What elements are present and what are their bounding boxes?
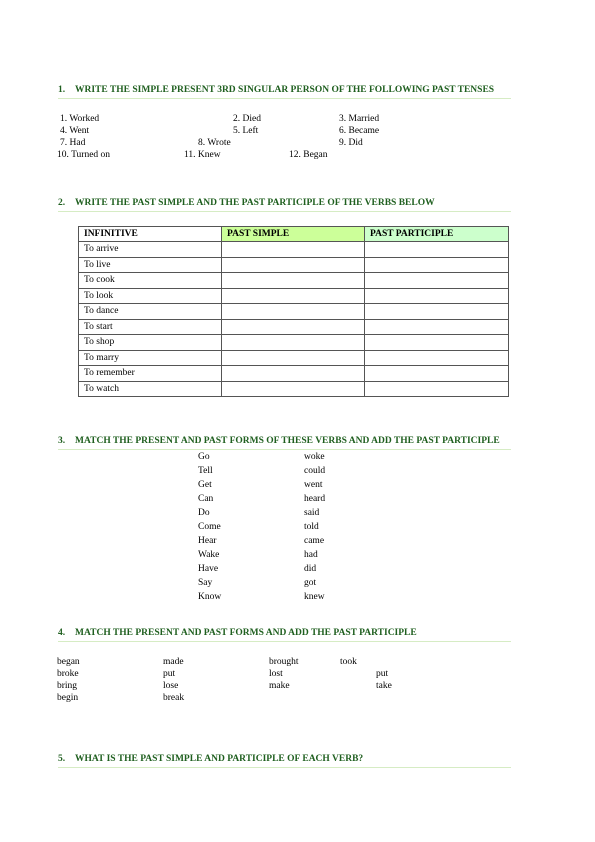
table-row [79, 381, 509, 397]
ex1-item: 5. Left [233, 126, 259, 136]
past-verb: woke [304, 452, 325, 462]
verb-word: bring [57, 681, 78, 691]
past-verb: did [304, 564, 317, 574]
infinitive-cell: To shop [79, 335, 222, 351]
present-verb: Do [198, 508, 210, 518]
verb-word: took [340, 657, 357, 667]
verbs-table [78, 226, 509, 397]
past-verb: could [304, 466, 326, 476]
infinitive-cell: To cook [79, 273, 222, 289]
past-simple-answer-cell[interactable] [222, 335, 365, 351]
table-row [79, 273, 509, 289]
past-simple-answer-cell[interactable] [222, 304, 365, 320]
table-row [79, 335, 509, 351]
past-participle-answer-cell[interactable] [365, 350, 509, 366]
section-1-heading: 1. WRITE THE SIMPLE PRESENT 3RD SINGULAR PERSON OF THE FOLLOWING PAST TENSES [58, 85, 495, 95]
table-row [79, 304, 509, 320]
infinitive-cell: To look [79, 288, 222, 304]
present-verb: Say [198, 578, 213, 588]
past-simple-answer-cell[interactable] [222, 242, 365, 258]
infinitive-cell: To live [79, 257, 222, 273]
section-5-heading: 5. WHAT IS THE PAST SIMPLE AND PARTICIPLE OF EACH VERB? [58, 754, 364, 764]
past-participle-answer-cell[interactable] [365, 366, 509, 382]
verb-word: began [57, 657, 80, 667]
ex1-item: 6. Became [339, 126, 380, 136]
section-4-heading: 4. MATCH THE PRESENT AND PAST FORMS AND ADD THE PAST PARTICIPLE [58, 628, 417, 638]
past-participle-answer-cell[interactable] [365, 242, 509, 258]
verb-word: begin [57, 693, 79, 703]
ex1-item: 12. Began [289, 150, 328, 160]
past-participle-answer-cell[interactable] [365, 335, 509, 351]
present-verb: Tell [198, 466, 213, 476]
verb-word: brought [269, 657, 299, 667]
present-verb: Have [198, 564, 219, 574]
table-row [79, 366, 509, 382]
header-past-participle: PAST PARTICIPLE [365, 227, 509, 242]
present-verb: Go [198, 452, 210, 462]
verb-word: take [376, 681, 392, 691]
ex1-item: 8. Wrote [198, 138, 231, 148]
table-row [79, 288, 509, 304]
table-row [79, 242, 509, 258]
header-past-simple: PAST SIMPLE [222, 227, 365, 242]
present-verb: Can [198, 494, 214, 504]
past-verb: said [304, 508, 320, 518]
past-simple-answer-cell[interactable] [222, 381, 365, 397]
table-row [79, 257, 509, 273]
header-infinitive: INFINITIVE [79, 227, 222, 242]
present-verb: Get [198, 480, 212, 490]
past-participle-answer-cell[interactable] [365, 273, 509, 289]
section-5-rule [58, 767, 511, 768]
infinitive-cell: To dance [79, 304, 222, 320]
infinitive-cell: To marry [79, 350, 222, 366]
section-1-rule [58, 98, 511, 99]
past-simple-answer-cell[interactable] [222, 273, 365, 289]
section-3-heading: 3. MATCH THE PRESENT AND PAST FORMS OF THESE VERBS AND ADD THE PAST PARTICIPLE [58, 436, 500, 446]
ex1-item: 1. Worked [60, 114, 100, 124]
past-participle-answer-cell[interactable] [365, 319, 509, 335]
section-2-rule [58, 211, 511, 212]
verb-word: lose [163, 681, 179, 691]
past-participle-answer-cell[interactable] [365, 288, 509, 304]
past-simple-answer-cell[interactable] [222, 288, 365, 304]
infinitive-cell: To remember [79, 366, 222, 382]
past-simple-answer-cell[interactable] [222, 350, 365, 366]
past-simple-answer-cell[interactable] [222, 366, 365, 382]
ex1-item: 2. Died [233, 114, 261, 124]
table-header-row [79, 227, 509, 242]
present-verb: Know [198, 592, 222, 602]
ex1-item: 11. Knew [184, 150, 221, 160]
past-verb: told [304, 522, 319, 532]
past-verb: went [304, 480, 323, 490]
past-participle-answer-cell[interactable] [365, 257, 509, 273]
verb-word: put [376, 669, 389, 679]
ex1-item: 3. Married [339, 114, 380, 124]
section-2-heading: 2. WRITE THE PAST SIMPLE AND THE PAST PARTICIPLE OF THE VERBS BELOW [58, 198, 435, 208]
past-verb: got [304, 578, 317, 588]
section-4-rule [58, 641, 511, 642]
verb-word: broke [57, 669, 79, 679]
past-participle-answer-cell[interactable] [365, 381, 509, 397]
past-simple-answer-cell[interactable] [222, 257, 365, 273]
past-simple-answer-cell[interactable] [222, 319, 365, 335]
ex1-item: 7. Had [60, 138, 86, 148]
past-verb: had [304, 550, 318, 560]
past-participle-answer-cell[interactable] [365, 304, 509, 320]
present-verb: Come [198, 522, 221, 532]
section-3-rule [58, 449, 511, 450]
present-verb: Hear [198, 536, 217, 546]
infinitive-cell: To start [79, 319, 222, 335]
verb-word: lost [269, 669, 283, 679]
past-verb: knew [304, 592, 325, 602]
ex1-item: 9. Did [339, 138, 363, 148]
infinitive-cell: To arrive [79, 242, 222, 258]
verb-word: break [163, 693, 185, 703]
past-verb: heard [304, 494, 326, 504]
ex1-item: 10. Turned on [57, 150, 111, 160]
present-verb: Wake [198, 550, 220, 560]
verb-word: put [163, 669, 176, 679]
ex1-item: 4. Went [60, 126, 90, 136]
verb-word: make [269, 681, 290, 691]
past-verb: came [304, 536, 325, 546]
table-row [79, 319, 509, 335]
infinitive-cell: To watch [79, 381, 222, 397]
verb-word: made [163, 657, 184, 667]
table-row [79, 350, 509, 366]
